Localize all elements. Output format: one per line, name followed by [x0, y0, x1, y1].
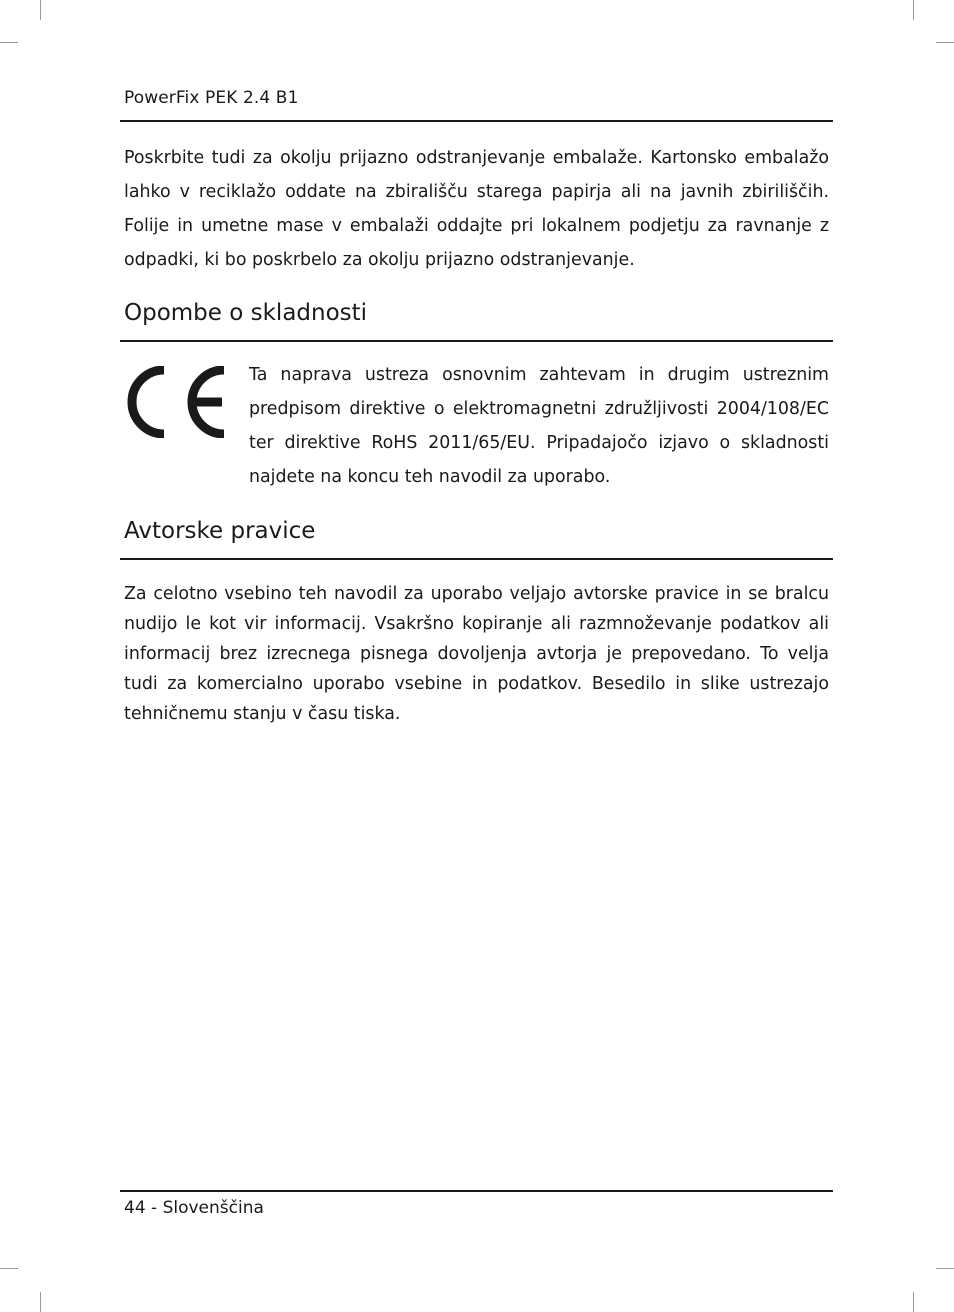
crop-mark-top-left-h: [0, 42, 18, 43]
compliance-rule: [120, 340, 833, 342]
crop-mark-top-right-h: [936, 42, 954, 43]
page-footer: 44 - Slovenščina: [124, 1198, 264, 1218]
header-rule: [120, 120, 833, 122]
compliance-paragraph: Ta naprava ustreza osnovnim zahtevam in drugim ustreznim predpisom direktive o elektromagnetni združljivosti 2004/108/EC ter direktive RoHS 2011/65/EU. Pripadajočo izjavo o skladnosti najdete na koncu teh navodil za uporabo.: [249, 365, 829, 487]
crop-mark-bottom-right-h: [936, 1268, 954, 1269]
crop-mark-bottom-left-h: [0, 1268, 18, 1269]
copyright-rule: [120, 558, 833, 560]
footer-rule: [120, 1190, 833, 1192]
crop-mark-bottom-left: [40, 1292, 41, 1312]
running-header: PowerFix PEK 2.4 B1: [124, 88, 299, 108]
packaging-disposal-paragraph: Poskrbite tudi za okolju prijazno odstranjevanje embalaže. Kartonsko embalažo lahko v reciklažo oddate na zbirališču starega papirja ali na javnih zbiriliščih. Folije in umetne mase v embalaži oddajte pri lokalnem podjetju za ravnanje z odpadki, ki bo poskrbelo za okolju prijazno odstranjevanje.: [124, 148, 829, 270]
compliance-heading: Opombe o skladnosti: [124, 300, 368, 326]
crop-mark-top-left: [40, 0, 41, 20]
ce-mark-icon: [124, 366, 228, 438]
crop-mark-bottom-right: [913, 1292, 914, 1312]
copyright-heading: Avtorske pravice: [124, 518, 316, 544]
crop-mark-top-right: [913, 0, 914, 20]
copyright-paragraph: Za celotno vsebino teh navodil za uporabo veljajo avtorske pravice in se bralcu nudijo le kot vir informacij. Vsakršno kopiranje ali razmnoževanje podatkov ali informacij brez izrecnega pisnega dovoljenja avtorja je prepovedano. To velja tudi za komercialno uporabo vsebine in podatkov. Besedilo in slike ustrezajo tehničnemu stanju v času tiska.: [124, 584, 829, 724]
